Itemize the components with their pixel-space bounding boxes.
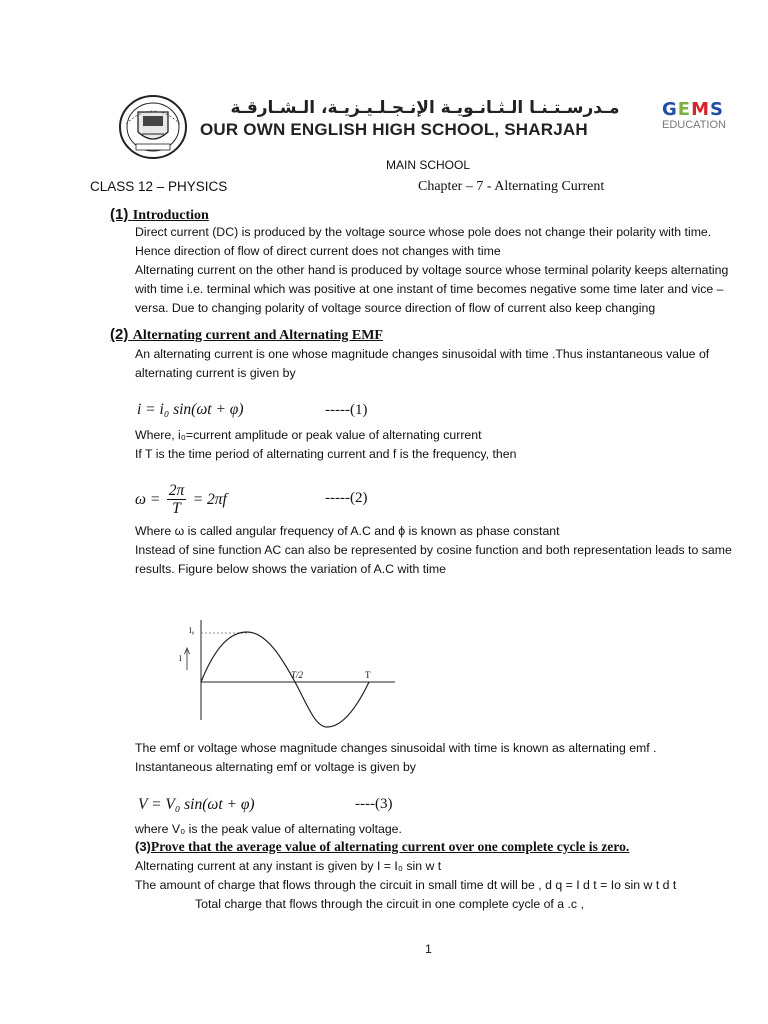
fraction-numerator: 2π bbox=[168, 482, 185, 499]
section-number: (1) bbox=[110, 206, 129, 223]
paragraph-line: The emf or voltage whose magnitude changes sinusoidal with time is known as alternating emf . bbox=[135, 741, 657, 755]
main-school-label: MAIN SCHOOL bbox=[386, 158, 471, 172]
section-2-emf bbox=[135, 739, 657, 777]
class-label: CLASS 12 – PHYSICS bbox=[90, 179, 228, 194]
paragraph-line: Hence direction of flow of direct current does not changes with time bbox=[135, 244, 501, 258]
equation-3-tag: ----(3) bbox=[355, 796, 393, 812]
page-number: 1 bbox=[425, 942, 432, 956]
equation-3: V = V₀ sin(ωt + φ) bbox=[138, 796, 255, 813]
equation-1-tag: -----(1) bbox=[325, 402, 368, 418]
equation-2-fraction bbox=[167, 482, 187, 517]
paragraph-line: with time i.e. terminal which was positive at one instant of time becomes negative some time later and vice – bbox=[135, 282, 724, 296]
ac-waveform-figure bbox=[175, 612, 405, 737]
paragraph-line: Alternating current at any instant is given by I = I₀ sin w t bbox=[135, 859, 442, 873]
section-2-angular bbox=[135, 522, 732, 579]
paragraph-line: versa. Due to changing polarity of voltage source direction of flow of current also keep changing bbox=[135, 301, 656, 315]
y-axis-label: I bbox=[179, 654, 182, 663]
school-name: OUR OWN ENGLISH HIGH SCHOOL, SHARJAH bbox=[200, 120, 588, 139]
section-1-heading bbox=[110, 206, 209, 224]
paragraph-line: An alternating current is one whose magnitude changes sinusoidal with time .Thus instantaneous value of bbox=[135, 347, 710, 361]
equation-2 bbox=[135, 482, 227, 522]
chapter-label: Chapter – 7 - Alternating Current bbox=[418, 179, 605, 194]
equation-2-right: = 2πf bbox=[192, 490, 227, 508]
paragraph-line: alternating current is given by bbox=[135, 366, 296, 380]
where-line: Where, i₀=current amplitude or peak value of alternating current bbox=[135, 428, 482, 442]
section-title: Introduction bbox=[132, 208, 209, 223]
paragraph-line: Alternating current on the other hand is produced by voltage source whose terminal polarity keeps alternating bbox=[135, 263, 729, 277]
paragraph-line: Total charge that flows through the circuit in one complete cycle of a .c , bbox=[195, 897, 584, 911]
equation-1: i = i₀ sin(ωt + φ) bbox=[137, 401, 244, 418]
section-number: (3) bbox=[135, 839, 151, 854]
section-number: (2) bbox=[110, 326, 129, 343]
section-3-heading bbox=[135, 838, 629, 856]
arabic-school-name: مـدرسـتـنـا الـثـانـويـة الإنـجـلـيـزيـة، الـشـارقـة bbox=[230, 98, 620, 118]
section-title: Prove that the average value of alternating current over one complete bbox=[150, 839, 557, 854]
period-line: If T is the time period of alternating current and f is the frequency, then bbox=[135, 447, 517, 461]
section-1-body bbox=[135, 223, 728, 318]
gems-education-label: EDUCATION bbox=[662, 119, 726, 131]
v0-line: where V₀ is the peak value of alternating voltage. bbox=[135, 822, 402, 836]
paragraph-line: The amount of charge that flows through the circuit in small time dt will be , d q = I d t = Io sin w t d t bbox=[135, 878, 677, 892]
paragraph-line: Instantaneous alternating emf or voltage is given by bbox=[135, 760, 416, 774]
sine-wave bbox=[201, 632, 369, 727]
paragraph-line: Direct current (DC) is produced by the voltage source whose pole does not change their polarity with time. bbox=[135, 225, 712, 239]
period-label: T bbox=[365, 670, 371, 680]
equation-2-tag: -----(2) bbox=[325, 490, 368, 506]
fraction-denominator: T bbox=[172, 500, 181, 517]
paragraph-line: Instead of sine function AC can also be represented by cosine function and both representation leads to same bbox=[135, 543, 732, 557]
section-3-body bbox=[135, 857, 676, 914]
equation-2-left: ω = bbox=[135, 490, 161, 508]
paragraph-line: results. Figure below shows the variation of A.C with time bbox=[135, 562, 446, 576]
paragraph-line: Where ω is called angular frequency of A.C and ϕ is known as phase constant bbox=[135, 524, 560, 538]
section-title: Alternating current and Alternating EMF bbox=[132, 328, 383, 343]
section-2-intro bbox=[135, 345, 709, 383]
section-title-end: cycle is zero. bbox=[556, 839, 630, 854]
gems-logo bbox=[662, 101, 742, 135]
school-crest bbox=[118, 94, 188, 160]
peak-label: I₀ bbox=[189, 626, 195, 635]
half-period-label: T/2 bbox=[291, 670, 304, 680]
gems-logo-text: GEMS bbox=[662, 99, 724, 120]
section-2-heading bbox=[110, 326, 383, 344]
